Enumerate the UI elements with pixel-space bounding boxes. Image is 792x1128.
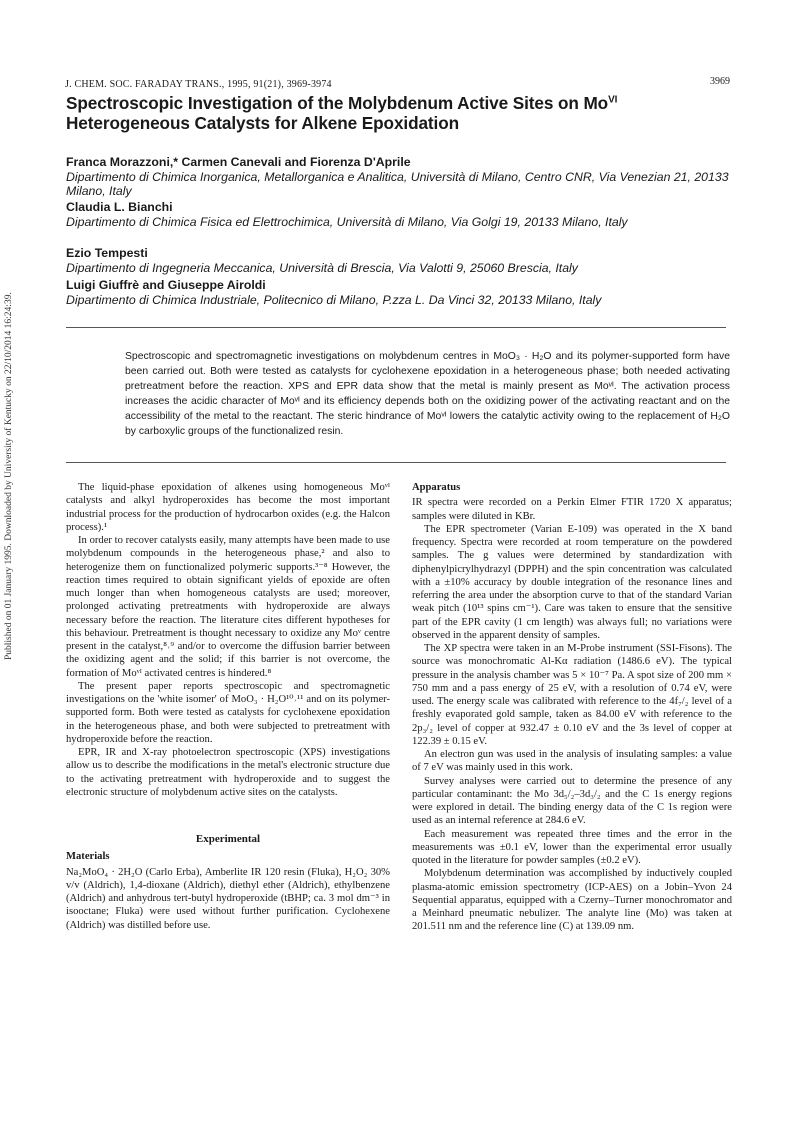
right-column: [412, 481, 732, 934]
apparatus-paragraph-2: The EPR spectrometer (Varian E-109) was operated in the X band frequency. Spectra were recorded at room temperature on the powdered samples. The g values were determined by standardization with diphenylpicrylhydrazyl (DPPH) and the spin concentration was calculated with a ±10% accuracy by double integration of the resonance lines and referring the area under the absorption curve to that of the standard Varian weak pitch (10¹³ spins cm⁻¹). Care was taken to ensure that the sensitive part of the EPR cavity (1 cm length) was always full; no variations were observed in the apparent density of samples.: [412, 523, 732, 641]
intro-paragraph-3: The present paper reports spectroscopic and spectromagnetic investigations on the 'white isomer' of MoO₃ · H₂O¹⁰˒¹¹ and on its polymer-supported form. Both were tested as catalysts for cyclohexene epoxidation in the heterogeneous phase, and both were subjected to pretreatment with hydroperoxide before the reaction.: [66, 680, 390, 745]
intro-paragraph-2: In order to recover catalysts easily, many attempts have been made to use molybdenum compounds in the heterogeneous phase,² and also to heterogenize them on functionalized polymeric supports.³⁻⁸ However, the reaction times required to obtain significant yields of epoxide are often much longer than when homogeneous catalysts are used; moreover, prolonged activating pretreatments with hydroperoxide are always necessary before the reaction. The literature cites different hypotheses for this behaviour. Pretreatment is thought necessary to oxidize any Moᵛ centre present in the catalyst,⁸˒⁹ and/or to overcome the diffusion barrier between the oxidizing agent and the solid; if this barrier is not overcome, the formation of Moᵛᴵ activated centres is hindered.⁸: [66, 535, 390, 679]
left-column: [66, 481, 390, 932]
author-names: Ezio Tempesti: [66, 246, 148, 260]
author-names: Claudia L. Bianchi: [66, 200, 173, 214]
title-line-1: Spectroscopic Investigation of the Molybdenum Active Sites on $Mo^{VI}$: [66, 93, 618, 113]
abstract-text: Spectroscopic and spectromagnetic investigations on molybdenum centres in MoO₃ · H₂O and its polymer-supported form have been carried out. Both were tested as catalysts for cyclohexene epoxidation in a heterogeneous phase; both needed activating pretreatment before the reaction. XPS and EPR data show that the metal is mainly present as Moᵛᴵ. The activation process increases the acidic character of Moᵛᴵ and its efficiency depends both on the oxidizing power of the activating reactant and on the accessibility of the metal to the reactant. The steric hindrance of Moᵛᴵ lowers the catalytic activity owing to the replacement of H₂O by carboxylic groups of the functionalized resin.: [125, 351, 730, 437]
subsection-heading-materials: Materials: [66, 851, 110, 863]
title-superscript: VI: [608, 94, 618, 106]
intro-paragraph-1: The liquid-phase epoxidation of alkenes using homogeneous Moᵛᴵ catalysts and alkyl hydroperoxides has become the most important industrial process for the production of hydrocarbon oxides (e.g. the Halcon process).¹: [66, 482, 390, 533]
affiliation-block-3: [66, 246, 756, 275]
article-title: [66, 93, 756, 133]
intro-paragraph-4: EPR, IR and X-ray photoelectron spectroscopic (XPS) investigations allow us to describe the modifications in the metal's electronic structure due to the activating pretreatment with hydroperoxide and to suggest the electronic structure of molybdenum active sites on the catalysts.: [66, 747, 390, 798]
subsection-heading-apparatus: Apparatus: [412, 482, 461, 493]
apparatus-paragraph-3: The XP spectra were taken in an M-Probe instrument (SSI-Fisons). The source was monochromatic Al-Kα radiation (1486.6 eV). The typical pressure in the analysis chamber was 5 × 10⁻⁷ Pa. A spot size of 200 mm × 750 mm and a pass energy of 25 eV, with a resolution of 0.74 eV, were used. The energy scale was calibrated with reference to the 4f₇/₂ level of a freshly evaporated gold sample, taken as 84.00 eV with reference to the 2p₃/₂ level of copper at 932.47 ± 0.10 eV and the 3s level of copper at 122.39 ± 0.15 eV.: [412, 643, 732, 747]
author-names: Luigi Giuffrè and Giuseppe Airoldi: [66, 278, 266, 292]
apparatus-paragraph-4: An electron gun was used in the analysis of insulating samples: a value of 7 eV was mainly used in this work.: [412, 749, 732, 774]
affiliation-block-1: [66, 155, 756, 199]
institution: Dipartimento di Chimica Industriale, Politecnico di Milano, P.zza L. Da Vinci 32, 20133 Milano, Italy: [66, 292, 602, 307]
abstract: [125, 349, 730, 439]
affiliation-block-4: [66, 278, 756, 307]
section-heading-experimental: Experimental: [195, 833, 261, 845]
page-number: 3969: [710, 76, 730, 87]
abstract-divider: [66, 462, 726, 463]
apparatus-paragraph-7: Molybdenum determination was accomplished by inductively coupled plasma-atomic emission spectrometry (ICP-AES) on a Jobin–Yvon 24 Sequential apparatus, equipped with a Czerny–Turner monochromator and a Meinhard pneumatic nebulizer. The analyte line (Mo) was taken at 201.511 nm and the reference line (C) at 139.09 nm.: [412, 868, 732, 933]
download-notice-sidebar: [2, 240, 18, 660]
header-divider: [66, 327, 726, 328]
apparatus-paragraph-5: Survey analyses were carried out to determine the presence of any particular contaminant: the Mo 3d₅/₂–3d₃/₂ and the C 1s energy regions were explored in detail. The binding energy data of the C 1s region were used as an internal reference at 284.6 eV.: [412, 775, 732, 827]
journal-citation: J. CHEM. SOC. FARADAY TRANS., 1995, 91(21), 3969-3974: [65, 79, 332, 90]
affiliation-block-2: [66, 200, 756, 229]
download-notice-text: Published on 01 January 1995. Downloaded by University of Kentucky on 22/10/2014 16:24:39.: [4, 292, 14, 660]
institution: Dipartimento di Chimica Fisica ed Elettrochimica, Università di Milano, Via Golgi 19, 20133 Milano, Italy: [66, 214, 628, 229]
institution: Dipartimento di Ingegneria Meccanica, Università di Brescia, Via Valotti 9, 25060 Brescia, Italy: [66, 260, 578, 275]
title-line-2: Heterogeneous Catalysts for Alkene Epoxidation: [66, 113, 460, 133]
apparatus-paragraph-1: IR spectra were recorded on a Perkin Elmer FTIR 1720 X apparatus; samples were diluted in KBr.: [412, 497, 732, 522]
author-names: Franca Morazzoni,* Carmen Canevali and Fiorenza D'Aprile: [66, 155, 411, 169]
materials-paragraph: Na₂MoO₄ · 2H₂O (Carlo Erba), Amberlite IR 120 resin (Fluka), H₂O₂ 30% v/v (Aldrich), 1,4-dioxane (Aldrich), diethyl ether (Aldrich), ethylbenzene (Aldrich) and anhydrous tert-butyl hydroperoxide (tBHP; ca. 3 mol dm⁻³ in isooctane; Fluka) were used without further purification. Cyclohexene (Aldrich) was distilled before use.: [66, 866, 390, 931]
apparatus-paragraph-6: Each measurement was repeated three times and the error in the measurements was ±0.1 eV, lower than the experimental error usually quoted in the literature for powder samples (±0.2 eV).: [412, 828, 732, 866]
institution: Dipartimento di Chimica Inorganica, Metallorganica e Analitica, Università di Milano, Centro CNR, Via Venezian 21, 20133 Milano, Italy: [66, 169, 729, 198]
